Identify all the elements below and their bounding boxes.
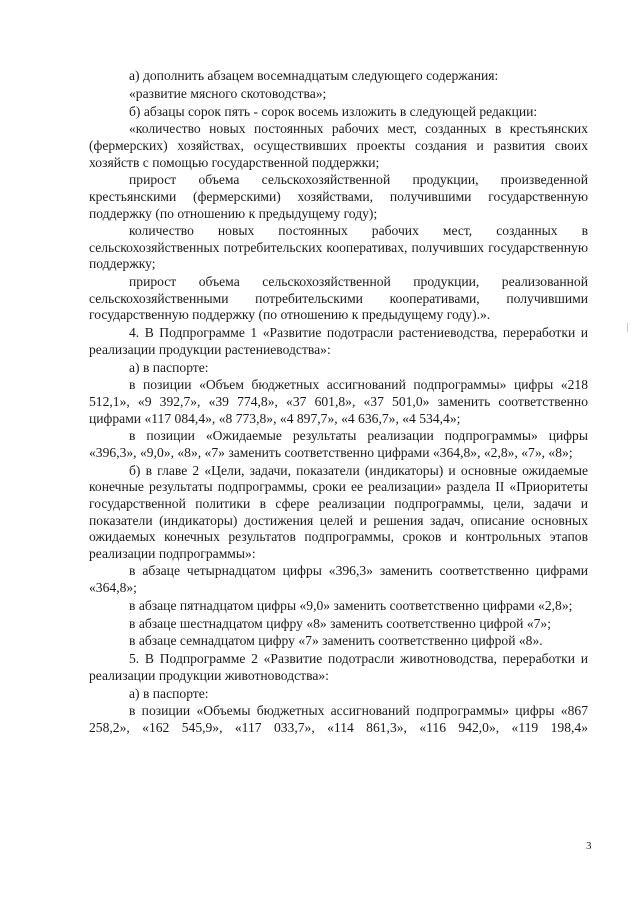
paragraph-17: 5. В Подпрограмме 2 «Развитие подотрасли животноводства, переработки и реализации продукции животноводства»: — [89, 651, 588, 683]
paragraph-11: в позиции «Ожидаемые результаты реализации подпрограммы» цифры «396,3», «9,0», «8», «7» заменить соответственно цифрами «364,8», «2,8», «7», «8»; — [89, 428, 588, 460]
scan-mark — [627, 323, 628, 332]
paragraph-12: б) в главе 2 «Цели, задачи, показатели (индикаторы) и основные ожидаемые конечные результаты подпрограммы, сроки ее реализации» раздела II «Приоритеты государственной политики в сфере реализации подпрограммы, цели, задачи и показатели (индикаторы) достижения целей и решения задач, описание основных ожидаемых конечных результатов подпрограммы, сроков и контрольных этапов реализации подпрограммы»: — [89, 462, 588, 561]
document-body — [89, 68, 588, 738]
paragraph-5: прирост объема сельскохозяйственной продукции, произведенной крестьянскими (фермерскими) хозяйствами, получившими государственную поддержку (по отношению к предыдущему году); — [89, 172, 588, 221]
paragraph-4: «количество новых постоянных рабочих мест, созданных в крестьянских (фермерских) хозяйствах, осуществивших проекты создания и развития своих хозяйств с помощью государственной поддержки; — [89, 121, 588, 170]
paragraph-1: а) дополнить абзацем восемнадцатым следующего содержания: — [129, 68, 499, 83]
page-number: 3 — [586, 840, 592, 852]
paragraph-6: количество новых постоянных рабочих мест, созданных в сельскохозяйственных потребительских кооперативах, получивших государственную поддержку; — [89, 223, 588, 272]
paragraph-15: в абзаце шестнадцатом цифру «8» заменить соответственно цифрой «7»; — [129, 615, 552, 631]
paragraph-18: а) в паспорте: — [129, 685, 209, 701]
paragraph-10: в позиции «Объем бюджетных ассигнований подпрограммы» цифры «218 512,1», «9 392,7», «39 774,8», «37 601,8», «37 501,0» заменить соответственно цифрами «117 084,4», «8 773,8», «4 897,7», «4 636,7», «4 534,4»; — [89, 377, 588, 426]
paragraph-8: 4. В Подпрограмме 1 «Развитие подотрасли растениеводства, переработки и реализации продукции растениеводства»: — [89, 325, 588, 357]
paragraph-13: в абзаце четырнадцатом цифры «396,3» заменить соответственно цифрами «364,8»; — [89, 563, 588, 596]
paragraph-16: в абзаце семнадцатом цифру «7» заменить соответственно цифрой «8». — [129, 633, 543, 649]
paragraph-7: прирост объема сельскохозяйственной продукции, реализованной сельскохозяйственными потребительскими кооперативами, получившими государственную поддержку (по отношению к предыдущему году).». — [89, 274, 588, 323]
paragraph-3: б) абзацы сорок пять - сорок восемь изложить в следующей редакции: — [129, 103, 538, 119]
paragraph-14: в абзаце пятнадцатом цифры «9,0» заменить соответственно цифрами «2,8»; — [129, 597, 573, 613]
paragraph-19: в позиции «Объемы бюджетных ассигнований подпрограммы» цифры «867 258,2», «162 545,9», «117 033,7», «114 861,3», «116 942,0», «119 198,4» — [89, 703, 588, 735]
paragraph-9: а) в паспорте: — [129, 359, 209, 375]
paragraph-2: «развитие мясного скотоводства»; — [129, 85, 327, 101]
